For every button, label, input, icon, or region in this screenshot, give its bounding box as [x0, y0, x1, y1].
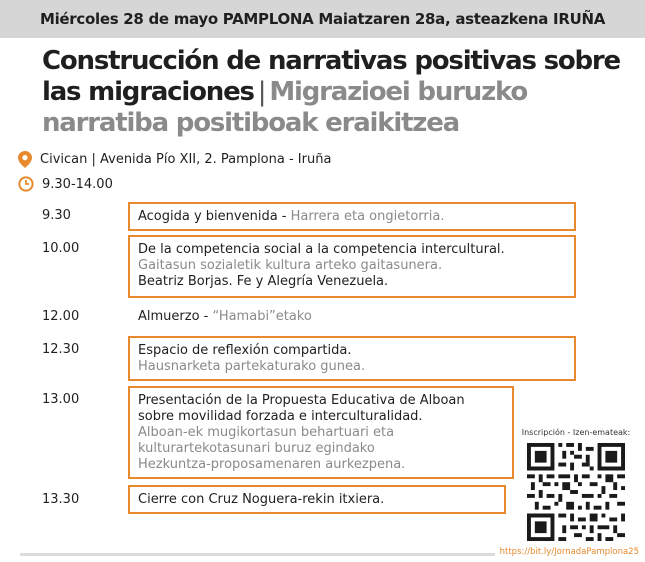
agenda-text-eu: “Hamabi”etako [212, 309, 312, 324]
agenda-text-es: Acogida y bienvenida - [138, 209, 291, 224]
agenda-item-box [128, 386, 514, 479]
agenda-time: 13.30 [42, 492, 80, 507]
location-row [18, 151, 331, 168]
map-pin-icon [18, 151, 32, 168]
agenda-text-eu: Alboan-ek mugikortasun behartuari eta [138, 425, 395, 440]
agenda-text-es: Cierre con Cruz Noguera-rekin itxiera. [138, 492, 385, 507]
clock-icon [18, 176, 34, 192]
title-basque: Migrazioei buruzko narratiba positiboak eraikitzea [42, 77, 528, 138]
footer-divider [20, 553, 495, 556]
location-text: Civican | Avenida Pío XII, 2. Pamplona - Iruña [40, 152, 332, 167]
agenda-item-box [128, 336, 576, 381]
agenda-item-box [128, 235, 576, 298]
agenda-time: 9.30 [42, 208, 71, 223]
agenda-item-plain [138, 309, 312, 325]
time-text: 9.30-14.00 [42, 176, 113, 192]
time-row [18, 176, 113, 192]
agenda-text-eu: Hezkuntza-proposamenaren aurkezpena. [138, 457, 406, 472]
header-banner [0, 0, 645, 38]
agenda-text-eu: Hausnarketa partekaturako gunea. [138, 359, 366, 374]
title-spanish: Construcción de narrativas positivas sobre las migraciones [42, 46, 620, 107]
page-title [42, 46, 637, 139]
agenda-item-box [128, 485, 506, 514]
qr-label: Inscripción - Izen-emateak: [521, 428, 631, 437]
agenda-text-eu: Harrera eta ongietorria. [290, 209, 445, 224]
agenda-text-es: Presentación de la Propuesta Educativa de Alboan [138, 393, 465, 408]
qr-code-icon[interactable] [527, 443, 625, 541]
agenda-speaker: Beatriz Borjas. Fe y Alegría Venezuela. [138, 274, 389, 289]
title-separator: | [257, 77, 266, 107]
agenda-text-es: sobre movilidad forzada e interculturalidad. [138, 409, 423, 424]
registration-link[interactable]: https://bit.ly/JornadaPamplona25 [499, 547, 639, 557]
agenda-time: 13.00 [42, 392, 80, 407]
agenda-text-eu: kulturartekotasunari buruz egindako [138, 441, 375, 456]
agenda-time: 10.00 [42, 241, 80, 256]
agenda-item-box [128, 202, 576, 231]
agenda-text-eu: Gaitasun sozialetik kultura arteko gaitasunera. [138, 258, 443, 273]
agenda-text-es: De la competencia social a la competencia intercultural. [138, 242, 505, 257]
header-text: Miércoles 28 de mayo PAMPLONA Maiatzaren 28a, asteazkena IRUÑA [39, 10, 606, 28]
agenda-time: 12.00 [42, 309, 80, 324]
agenda-text-es: Espacio de reflexión compartida. [138, 343, 352, 358]
agenda-time: 12.30 [42, 342, 80, 357]
agenda-text-es: Almuerzo - [138, 309, 213, 324]
